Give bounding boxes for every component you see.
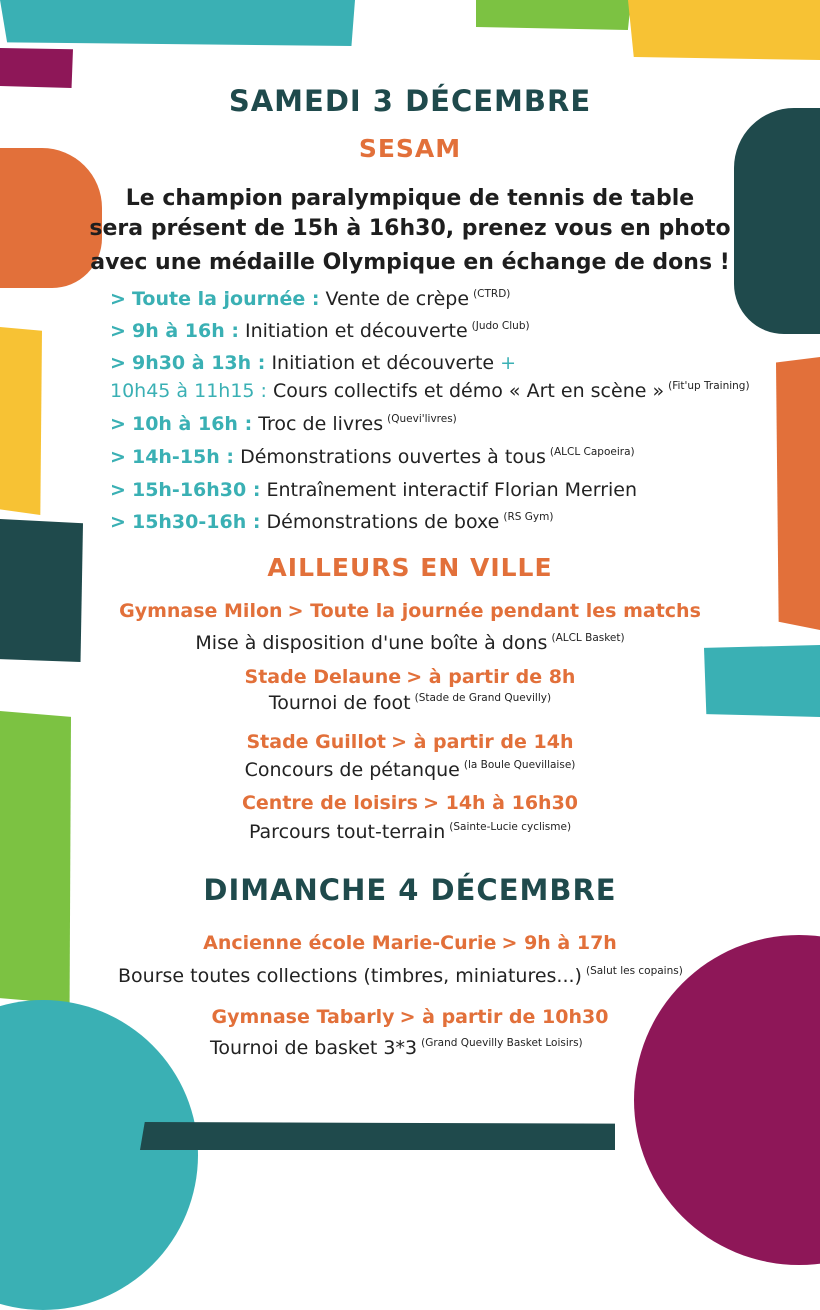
item-org: (Fit'up Training) bbox=[668, 380, 750, 392]
item-text: Entraînement interactif Florian Merrien bbox=[266, 479, 638, 501]
event-heading bbox=[0, 731, 820, 753]
event-when: > Toute la journée pendant les matchs bbox=[287, 600, 701, 622]
item-org: (CTRD) bbox=[473, 288, 511, 300]
item-prefix: > bbox=[110, 320, 126, 342]
event-place: Gymnase Milon bbox=[119, 600, 283, 622]
item-time: 10h à 16h : bbox=[131, 413, 253, 435]
item-text: Initiation et découverte bbox=[271, 352, 495, 374]
item-text: Démonstrations ouvertes à tous bbox=[240, 446, 546, 468]
item-text: Démonstrations de boxe bbox=[266, 511, 500, 533]
event-desc-text: Bourse toutes collections (timbres, miniatures...) bbox=[118, 965, 582, 987]
saturday-venue: SESAM bbox=[358, 134, 462, 163]
event-desc-text: Mise à disposition d'une boîte à dons bbox=[195, 632, 548, 654]
item-text-2: Cours collectifs et démo « Art en scène » bbox=[273, 380, 665, 402]
elsewhere-title: AILLEURS EN VILLE bbox=[267, 553, 553, 582]
event-org: (Sainte-Lucie cyclisme) bbox=[449, 821, 572, 833]
schedule-item bbox=[110, 413, 457, 435]
event-when: > 14h à 16h30 bbox=[423, 792, 579, 814]
item-time: Toute la journée : bbox=[131, 288, 320, 310]
event-when: > 9h à 17h bbox=[501, 932, 617, 954]
intro-line-3: avec une médaille Olympique en échange de dons ! bbox=[90, 250, 730, 275]
schedule-item bbox=[110, 511, 553, 533]
item-text: Troc de livres bbox=[258, 413, 384, 435]
event-when: > à partir de 14h bbox=[391, 731, 574, 753]
event-heading bbox=[0, 1006, 820, 1028]
item-time-2: 10h45 à 11h15 : bbox=[110, 380, 267, 402]
schedule-item bbox=[110, 288, 510, 310]
item-prefix: > bbox=[110, 479, 126, 501]
event-desc-text: Concours de pétanque bbox=[244, 759, 460, 781]
event-when: > à partir de 8h bbox=[406, 666, 576, 688]
item-plus: + bbox=[500, 352, 517, 374]
item-org: (ALCL Capoeira) bbox=[549, 446, 635, 458]
event-desc bbox=[0, 632, 820, 654]
event-org: (ALCL Basket) bbox=[551, 632, 625, 644]
item-text: Initiation et découverte bbox=[245, 320, 468, 342]
item-time: 14h-15h : bbox=[131, 446, 235, 468]
event-heading bbox=[0, 932, 820, 954]
item-prefix: > bbox=[110, 288, 126, 310]
schedule-item bbox=[110, 479, 641, 501]
item-prefix: > bbox=[110, 413, 126, 435]
event-desc-text: Tournoi de foot bbox=[268, 692, 411, 714]
item-time: 9h à 16h : bbox=[131, 320, 239, 342]
event-org: (Stade de Grand Quevilly) bbox=[414, 692, 552, 704]
item-prefix: > bbox=[110, 352, 126, 374]
schedule-item bbox=[110, 446, 635, 468]
event-org: (la Boule Quevillaise) bbox=[463, 759, 576, 771]
schedule-item bbox=[110, 320, 530, 342]
event-org: (Salut les copains) bbox=[585, 965, 683, 977]
item-prefix: > bbox=[110, 446, 126, 468]
item-org: (Judo Club) bbox=[471, 320, 530, 332]
event-desc bbox=[210, 1037, 583, 1059]
schedule-item-continued bbox=[110, 380, 750, 402]
item-time: 15h30-16h : bbox=[131, 511, 261, 533]
item-org: (RS Gym) bbox=[503, 511, 554, 523]
event-desc-text: Tournoi de basket 3*3 bbox=[210, 1037, 418, 1059]
event-desc bbox=[118, 965, 683, 987]
event-org: (Grand Quevilly Basket Loisirs) bbox=[421, 1037, 583, 1049]
event-place: Stade Delaune bbox=[244, 666, 402, 688]
event-desc bbox=[0, 759, 820, 781]
event-desc bbox=[0, 821, 820, 843]
event-desc bbox=[0, 692, 820, 714]
event-place: Ancienne école Marie-Curie bbox=[203, 932, 497, 954]
item-prefix: > bbox=[110, 511, 126, 533]
event-place: Centre de loisirs bbox=[241, 792, 418, 814]
item-text: Vente de crèpe bbox=[325, 288, 470, 310]
event-place: Gymnase Tabarly bbox=[211, 1006, 395, 1028]
event-heading bbox=[0, 666, 820, 688]
sunday-title: DIMANCHE 4 DÉCEMBRE bbox=[203, 873, 617, 907]
event-when: > à partir de 10h30 bbox=[399, 1006, 609, 1028]
item-time: 15h-16h30 : bbox=[131, 479, 261, 501]
intro-line-1: Le champion paralympique de tennis de table bbox=[125, 186, 695, 211]
event-heading bbox=[0, 600, 820, 622]
saturday-title: SAMEDI 3 DÉCEMBRE bbox=[228, 84, 592, 118]
item-time: 9h30 à 13h : bbox=[131, 352, 266, 374]
event-place: Stade Guillot bbox=[246, 731, 386, 753]
item-org: (Quevi'livres) bbox=[387, 413, 457, 425]
event-desc-text: Parcours tout-terrain bbox=[248, 821, 446, 843]
event-heading bbox=[0, 792, 820, 814]
schedule-item bbox=[110, 352, 516, 374]
intro-line-2: sera présent de 15h à 16h30, prenez vous en photo bbox=[89, 216, 731, 241]
